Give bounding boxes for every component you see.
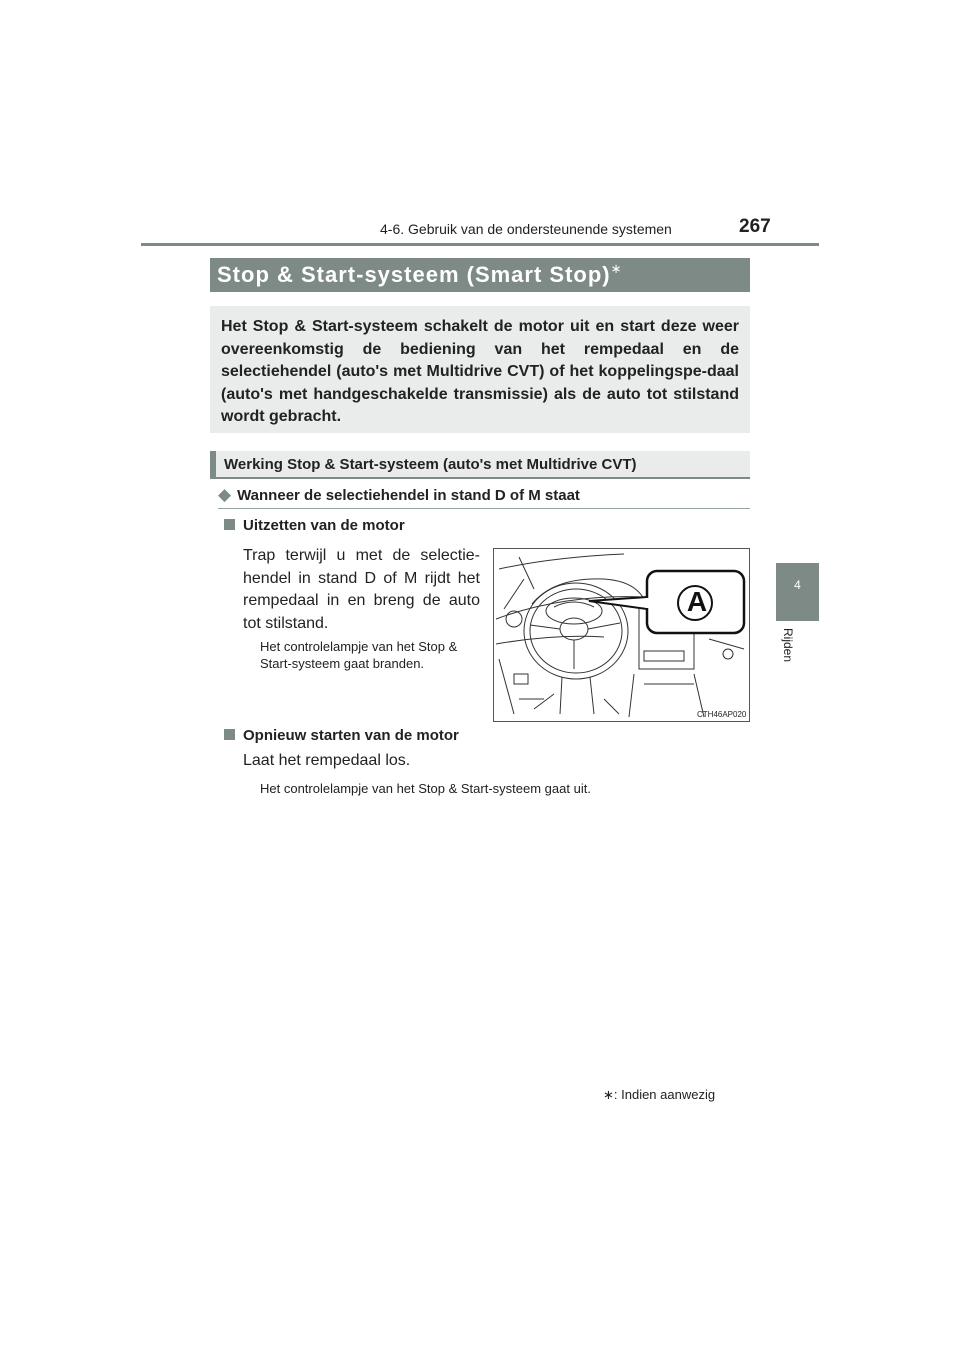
illustration-code: CTH46AP020	[697, 710, 747, 719]
chapter-label: Rijden	[781, 628, 795, 663]
stop-heading-text: Uitzetten van de motor	[243, 517, 405, 534]
restart-body: Laat het rempedaal los.	[243, 752, 411, 769]
footnote: ∗: Indien aanwezig	[603, 1087, 716, 1102]
page-title	[210, 258, 750, 292]
callout-letter: A	[686, 586, 708, 617]
stop-heading	[224, 517, 405, 534]
diamond-icon: ◆	[218, 485, 232, 504]
stop-note: Het controlelampje van het Stop & Start-systeem gaat branden.	[260, 639, 458, 671]
stop-body: Trap terwijl u met de selectie-hendel in stand D of M rijdt het rempedaal in en breng de auto tot stilstand.	[243, 547, 480, 632]
square-bullet-icon	[224, 519, 235, 530]
restart-note: Het controlelampje van het Stop & Start-systeem gaat uit.	[260, 781, 591, 796]
chapter-tab	[776, 563, 819, 621]
dashboard-drawing	[494, 549, 749, 721]
section-heading: Werking Stop & Start-systeem (auto's met Multidrive CVT)	[210, 451, 750, 479]
dashboard-illustration	[493, 548, 750, 722]
page-number: 267	[739, 216, 771, 237]
chapter-number: 4	[794, 578, 801, 592]
subheading-text: Wanneer de selectiehendel in stand D of M staat	[237, 487, 580, 504]
availability-marker: ∗	[610, 261, 623, 276]
intro-box: Het Stop & Start-systeem schakelt de motor uit en start deze weer overeenkomstig de bediening van het rempedaal en de selectiehendel (auto's met Multidrive CVT) of het koppelingspe-daal (auto's met handgeschakelde transmissie) als de auto tot stilstand wordt gebracht.	[210, 306, 750, 433]
running-header: 4-6. Gebruik van de ondersteunende systemen	[380, 221, 672, 237]
header-rule	[141, 243, 819, 246]
subheading	[218, 485, 580, 505]
restart-heading-text: Opnieuw starten van de motor	[243, 727, 459, 744]
page-title-text: Stop & Start-systeem (Smart Stop)	[217, 262, 611, 287]
square-bullet-icon	[224, 729, 235, 740]
subheading-rule	[218, 508, 750, 509]
restart-heading	[224, 727, 459, 744]
